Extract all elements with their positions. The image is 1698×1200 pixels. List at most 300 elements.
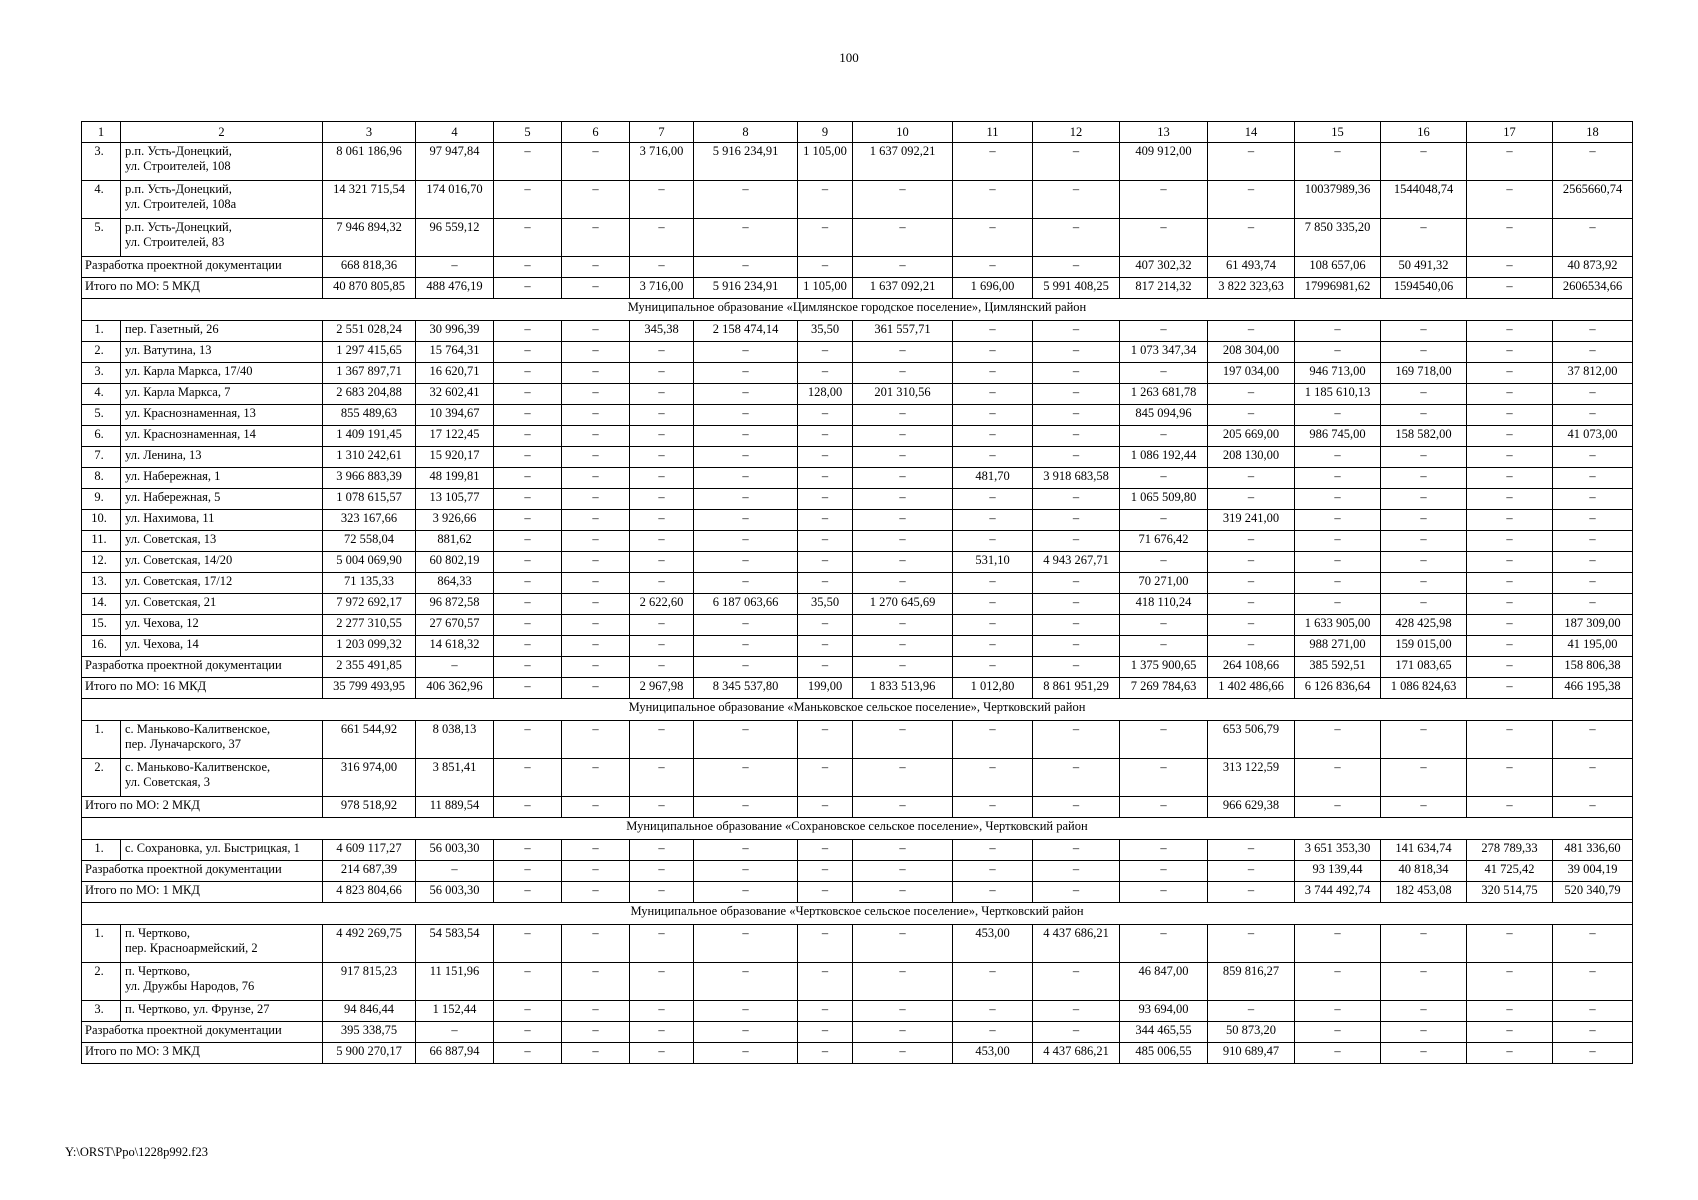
value-cell: – (1467, 797, 1553, 818)
value-cell: 2 622,60 (630, 594, 694, 615)
value-cell: – (562, 721, 630, 759)
value-cell: – (562, 143, 630, 181)
value-cell: – (1120, 925, 1208, 963)
column-header: 4 (416, 122, 494, 143)
value-cell: – (630, 657, 694, 678)
value-cell: 653 506,79 (1208, 721, 1295, 759)
value-cell: 910 689,47 (1208, 1043, 1295, 1064)
value-cell: – (798, 759, 853, 797)
table-row (82, 531, 1633, 552)
value-cell: – (1033, 363, 1120, 384)
value-cell: – (853, 861, 953, 882)
value-cell: – (1033, 143, 1120, 181)
value-cell: – (1467, 426, 1553, 447)
table-row (82, 1001, 1633, 1022)
value-cell: – (853, 657, 953, 678)
value-cell: 6 187 063,66 (694, 594, 798, 615)
value-cell: – (694, 573, 798, 594)
value-cell: – (1033, 861, 1120, 882)
value-cell: – (1381, 1022, 1467, 1043)
value-cell: 361 557,71 (853, 321, 953, 342)
value-cell: – (630, 882, 694, 903)
value-cell: – (1295, 447, 1381, 468)
value-cell: – (562, 181, 630, 219)
value-cell: 817 214,32 (1120, 278, 1208, 299)
value-cell: – (1553, 531, 1633, 552)
value-cell: – (1295, 552, 1381, 573)
value-cell: 385 592,51 (1295, 657, 1381, 678)
building-address: ул. Советская, 13 (121, 531, 323, 552)
value-cell: – (630, 447, 694, 468)
building-address: ул. Карла Маркса, 17/40 (121, 363, 323, 384)
value-cell: – (1033, 384, 1120, 405)
value-cell: 8 061 186,96 (323, 143, 416, 181)
value-cell: 39 004,19 (1553, 861, 1633, 882)
value-cell: – (416, 861, 494, 882)
value-cell: 41 073,00 (1553, 426, 1633, 447)
value-cell: – (1553, 963, 1633, 1001)
value-cell: – (953, 257, 1033, 278)
section-title: Муниципальное образование «Чертковское сельское поселение», Чертковский район (82, 903, 1633, 925)
value-cell: – (1467, 363, 1553, 384)
value-cell: – (494, 963, 562, 1001)
value-cell: – (1120, 363, 1208, 384)
value-cell: 46 847,00 (1120, 963, 1208, 1001)
value-cell: – (1033, 531, 1120, 552)
value-cell: – (1467, 181, 1553, 219)
table-row (82, 594, 1633, 615)
value-cell: 428 425,98 (1381, 615, 1467, 636)
column-header: 16 (1381, 122, 1467, 143)
value-cell: – (1467, 1022, 1553, 1043)
table-row (82, 615, 1633, 636)
value-cell: – (853, 840, 953, 861)
value-cell: – (953, 882, 1033, 903)
value-cell: – (853, 181, 953, 219)
value-cell: – (1381, 510, 1467, 531)
value-cell: – (953, 447, 1033, 468)
building-address: ул. Советская, 17/12 (121, 573, 323, 594)
row-number: 8. (82, 468, 121, 489)
value-cell: 323 167,66 (323, 510, 416, 531)
value-cell: – (1295, 1022, 1381, 1043)
row-number: 3. (82, 1001, 121, 1022)
value-cell: – (1467, 510, 1553, 531)
value-cell: – (694, 1022, 798, 1043)
value-cell: 108 657,06 (1295, 257, 1381, 278)
table-row (82, 447, 1633, 468)
value-cell: – (1467, 447, 1553, 468)
value-cell: – (953, 1001, 1033, 1022)
value-cell: 174 016,70 (416, 181, 494, 219)
value-cell: – (694, 797, 798, 818)
value-cell: – (1553, 219, 1633, 257)
summary-label: Итого по МО: 2 МКД (82, 797, 323, 818)
value-cell: – (798, 363, 853, 384)
value-cell: – (1553, 1043, 1633, 1064)
value-cell: – (562, 219, 630, 257)
value-cell: 4 437 686,21 (1033, 1043, 1120, 1064)
value-cell: 17 122,45 (416, 426, 494, 447)
value-cell: – (494, 447, 562, 468)
value-cell: – (494, 257, 562, 278)
value-cell: 182 453,08 (1381, 882, 1467, 903)
value-cell: 37 812,00 (1553, 363, 1633, 384)
building-address: ул. Краснознаменная, 14 (121, 426, 323, 447)
column-header: 13 (1120, 122, 1208, 143)
value-cell: – (1381, 468, 1467, 489)
value-cell: – (798, 657, 853, 678)
value-cell: 3 822 323,63 (1208, 278, 1295, 299)
value-cell: – (562, 342, 630, 363)
column-header: 11 (953, 122, 1033, 143)
building-address: ул. Карла Маркса, 7 (121, 384, 323, 405)
value-cell: – (1553, 342, 1633, 363)
value-cell: 71 676,42 (1120, 531, 1208, 552)
value-cell: 48 199,81 (416, 468, 494, 489)
value-cell: – (1467, 143, 1553, 181)
value-cell: 27 670,57 (416, 615, 494, 636)
value-cell: – (953, 759, 1033, 797)
value-cell: – (494, 721, 562, 759)
value-cell: – (416, 657, 494, 678)
value-cell: 2606534,66 (1553, 278, 1633, 299)
value-cell: – (1381, 384, 1467, 405)
value-cell: – (853, 797, 953, 818)
value-cell: 1 402 486,66 (1208, 678, 1295, 699)
value-cell: – (1467, 552, 1553, 573)
building-address: ул. Советская, 14/20 (121, 552, 323, 573)
value-cell: 1 367 897,71 (323, 363, 416, 384)
value-cell: – (562, 636, 630, 657)
value-cell: 40 873,92 (1553, 257, 1633, 278)
value-cell: 313 122,59 (1208, 759, 1295, 797)
value-cell: – (562, 797, 630, 818)
value-cell: – (953, 861, 1033, 882)
value-cell: – (1381, 594, 1467, 615)
value-cell: 41 725,42 (1467, 861, 1553, 882)
building-address: ул. Советская, 21 (121, 594, 323, 615)
value-cell: – (1381, 447, 1467, 468)
value-cell: 481,70 (953, 468, 1033, 489)
value-cell: 661 544,92 (323, 721, 416, 759)
value-cell: – (1467, 321, 1553, 342)
summary-label: Разработка проектной документации (82, 1022, 323, 1043)
value-cell: – (798, 489, 853, 510)
building-address: р.п. Усть-Донецкий, ул. Строителей, 83 (121, 219, 323, 257)
value-cell: – (630, 426, 694, 447)
value-cell: – (798, 615, 853, 636)
row-number: 5. (82, 405, 121, 426)
table-row (82, 384, 1633, 405)
value-cell: – (953, 615, 1033, 636)
value-cell: – (1120, 468, 1208, 489)
value-cell: – (853, 489, 953, 510)
value-cell: – (798, 963, 853, 1001)
value-cell: – (694, 1043, 798, 1064)
value-cell: – (1295, 531, 1381, 552)
value-cell: 8 345 537,80 (694, 678, 798, 699)
value-cell: – (798, 531, 853, 552)
building-address: с. Маньково-Калитвенское, ул. Советская, 3 (121, 759, 323, 797)
value-cell: – (630, 721, 694, 759)
value-cell: – (1033, 321, 1120, 342)
summary-row (82, 1022, 1633, 1043)
value-cell: – (853, 531, 953, 552)
value-cell: – (798, 342, 853, 363)
value-cell: 32 602,41 (416, 384, 494, 405)
value-cell: 35,50 (798, 594, 853, 615)
value-cell: – (1033, 594, 1120, 615)
value-cell: – (1467, 405, 1553, 426)
value-cell: – (1208, 531, 1295, 552)
building-address: пер. Газетный, 26 (121, 321, 323, 342)
value-cell: 986 745,00 (1295, 426, 1381, 447)
column-header: 17 (1467, 122, 1553, 143)
value-cell: – (494, 510, 562, 531)
value-cell: – (1295, 1001, 1381, 1022)
value-cell: – (562, 1022, 630, 1043)
value-cell: – (562, 1001, 630, 1022)
value-cell: 1 203 099,32 (323, 636, 416, 657)
value-cell: 56 003,30 (416, 840, 494, 861)
column-header: 8 (694, 122, 798, 143)
value-cell: – (494, 678, 562, 699)
value-cell: – (562, 861, 630, 882)
value-cell: – (694, 384, 798, 405)
value-cell: 13 105,77 (416, 489, 494, 510)
value-cell: – (562, 678, 630, 699)
value-cell: – (798, 468, 853, 489)
file-path-footer: Y:\ORST\Ppo\1228p992.f23 (65, 1145, 208, 1159)
value-cell: – (798, 840, 853, 861)
value-cell: – (1295, 510, 1381, 531)
value-cell: – (1033, 342, 1120, 363)
value-cell: 96 559,12 (416, 219, 494, 257)
row-number: 5. (82, 219, 121, 257)
building-address: ул. Ватутина, 13 (121, 342, 323, 363)
value-cell: 1 263 681,78 (1120, 384, 1208, 405)
value-cell: – (798, 797, 853, 818)
table-row (82, 636, 1633, 657)
value-cell: – (853, 882, 953, 903)
value-cell: 1 105,00 (798, 278, 853, 299)
value-cell: – (1467, 468, 1553, 489)
value-cell: 7 269 784,63 (1120, 678, 1208, 699)
value-cell: – (1295, 342, 1381, 363)
value-cell: – (1033, 1022, 1120, 1043)
value-cell: – (1295, 573, 1381, 594)
value-cell: – (953, 573, 1033, 594)
value-cell: – (798, 510, 853, 531)
value-cell: 2 683 204,88 (323, 384, 416, 405)
value-cell: – (953, 531, 1033, 552)
value-cell: – (853, 721, 953, 759)
value-cell: – (1208, 181, 1295, 219)
value-cell: – (694, 181, 798, 219)
value-cell: – (1381, 797, 1467, 818)
table-body (82, 122, 1633, 1064)
building-address: р.п. Усть-Донецкий, ул. Строителей, 108а (121, 181, 323, 219)
value-cell: – (1467, 1001, 1553, 1022)
value-cell: – (1120, 861, 1208, 882)
value-cell: – (953, 342, 1033, 363)
value-cell: – (1295, 321, 1381, 342)
value-cell: – (1208, 840, 1295, 861)
column-header: 2 (121, 122, 323, 143)
value-cell: 531,10 (953, 552, 1033, 573)
section-header-row (82, 903, 1633, 925)
value-cell: 71 135,33 (323, 573, 416, 594)
value-cell: – (953, 426, 1033, 447)
value-cell: 864,33 (416, 573, 494, 594)
value-cell: – (1295, 468, 1381, 489)
row-number: 11. (82, 531, 121, 552)
value-cell: – (1208, 882, 1295, 903)
value-cell: – (1467, 925, 1553, 963)
value-cell: – (630, 759, 694, 797)
row-number: 4. (82, 384, 121, 405)
value-cell: – (953, 963, 1033, 1001)
table-row (82, 510, 1633, 531)
value-cell: 1 833 513,96 (853, 678, 953, 699)
table-row (82, 426, 1633, 447)
value-cell: 344 465,55 (1120, 1022, 1208, 1043)
value-cell: 1 065 509,80 (1120, 489, 1208, 510)
row-number: 6. (82, 426, 121, 447)
value-cell: – (1033, 573, 1120, 594)
column-header: 12 (1033, 122, 1120, 143)
value-cell: – (1033, 489, 1120, 510)
table-row (82, 405, 1633, 426)
value-cell: – (1120, 882, 1208, 903)
value-cell: 208 304,00 (1208, 342, 1295, 363)
value-cell: 881,62 (416, 531, 494, 552)
row-number: 13. (82, 573, 121, 594)
value-cell: – (953, 489, 1033, 510)
value-cell: 520 340,79 (1553, 882, 1633, 903)
value-cell: – (1208, 1001, 1295, 1022)
value-cell: 4 437 686,21 (1033, 925, 1120, 963)
value-cell: – (1381, 925, 1467, 963)
value-cell: 199,00 (798, 678, 853, 699)
column-header: 1 (82, 122, 121, 143)
summary-label: Итого по МО: 16 МКД (82, 678, 323, 699)
value-cell: – (1120, 840, 1208, 861)
value-cell: 201 310,56 (853, 384, 953, 405)
building-address: ул. Краснознаменная, 13 (121, 405, 323, 426)
summary-row (82, 657, 1633, 678)
summary-label: Разработка проектной документации (82, 861, 323, 882)
table-row (82, 468, 1633, 489)
table-row (82, 342, 1633, 363)
table-row (82, 489, 1633, 510)
section-header-row (82, 818, 1633, 840)
value-cell: 407 302,32 (1120, 257, 1208, 278)
value-cell: 4 492 269,75 (323, 925, 416, 963)
value-cell: – (494, 615, 562, 636)
value-cell: – (1467, 636, 1553, 657)
value-cell: 845 094,96 (1120, 405, 1208, 426)
row-number: 3. (82, 363, 121, 384)
value-cell: – (694, 1001, 798, 1022)
value-cell: – (1381, 143, 1467, 181)
building-address: ул. Набережная, 1 (121, 468, 323, 489)
value-cell: 453,00 (953, 925, 1033, 963)
section-title: Муниципальное образование «Маньковское сельское поселение», Чертковский район (82, 699, 1633, 721)
value-cell: – (1553, 405, 1633, 426)
value-cell: – (562, 278, 630, 299)
value-cell: – (1467, 657, 1553, 678)
building-address: р.п. Усть-Донецкий, ул. Строителей, 108 (121, 143, 323, 181)
value-cell: 35 799 493,95 (323, 678, 416, 699)
value-cell: – (494, 342, 562, 363)
table-row (82, 363, 1633, 384)
value-cell: – (1553, 447, 1633, 468)
value-cell: – (1120, 759, 1208, 797)
summary-label: Итого по МО: 1 МКД (82, 882, 323, 903)
value-cell: – (1033, 426, 1120, 447)
value-cell: – (630, 1022, 694, 1043)
value-cell: 278 789,33 (1467, 840, 1553, 861)
column-header: 9 (798, 122, 853, 143)
value-cell: 70 271,00 (1120, 573, 1208, 594)
value-cell: – (694, 657, 798, 678)
value-cell: – (494, 882, 562, 903)
value-cell: – (1033, 181, 1120, 219)
row-number: 1. (82, 721, 121, 759)
value-cell: – (1553, 925, 1633, 963)
value-cell: – (494, 925, 562, 963)
value-cell: 14 321 715,54 (323, 181, 416, 219)
value-cell: – (853, 636, 953, 657)
value-cell: – (630, 510, 694, 531)
value-cell: – (494, 573, 562, 594)
value-cell: – (416, 257, 494, 278)
summary-label: Итого по МО: 3 МКД (82, 1043, 323, 1064)
value-cell: – (798, 721, 853, 759)
value-cell: – (1208, 405, 1295, 426)
value-cell: – (853, 342, 953, 363)
value-cell: – (562, 963, 630, 1001)
value-cell: 453,00 (953, 1043, 1033, 1064)
value-cell: – (798, 636, 853, 657)
value-cell: – (953, 594, 1033, 615)
value-cell: – (694, 510, 798, 531)
column-header: 15 (1295, 122, 1381, 143)
value-cell: 141 634,74 (1381, 840, 1467, 861)
column-header: 10 (853, 122, 953, 143)
value-cell: 171 083,65 (1381, 657, 1467, 678)
value-cell: – (1467, 278, 1553, 299)
value-cell: 966 629,38 (1208, 797, 1295, 818)
value-cell: – (1381, 552, 1467, 573)
value-cell: – (853, 510, 953, 531)
value-cell: – (562, 384, 630, 405)
value-cell: – (1553, 552, 1633, 573)
value-cell: – (1381, 1043, 1467, 1064)
value-cell: 54 583,54 (416, 925, 494, 963)
value-cell: 395 338,75 (323, 1022, 416, 1043)
value-cell: 61 493,74 (1208, 257, 1295, 278)
value-cell: 264 108,66 (1208, 657, 1295, 678)
building-address: ул. Набережная, 5 (121, 489, 323, 510)
value-cell: – (1553, 510, 1633, 531)
building-address: с. Сохрановка, ул. Быстрицкая, 1 (121, 840, 323, 861)
value-cell: – (694, 925, 798, 963)
value-cell: – (630, 363, 694, 384)
value-cell: – (694, 363, 798, 384)
